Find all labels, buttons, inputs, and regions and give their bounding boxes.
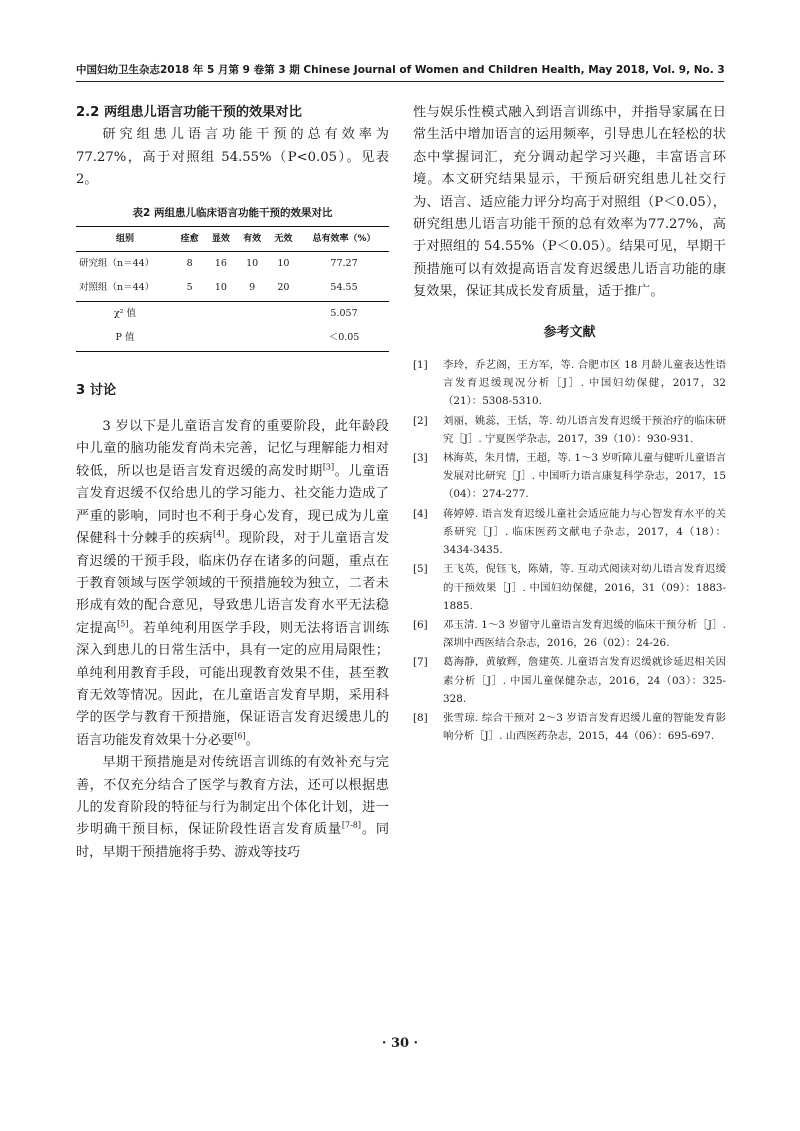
- header-rule: [76, 81, 724, 82]
- stat-value: ＜0.05: [299, 326, 389, 351]
- citation: [4]: [213, 529, 225, 539]
- section-2-2-title: 2.2 两组患儿语言功能干预的效果对比: [76, 105, 302, 120]
- table-header-cell: 组别: [76, 226, 174, 251]
- table-cell: 10: [246, 258, 259, 270]
- reference-item: [3] 林海英，朱月情，王超，等. 1～3 岁听障儿童与健听儿童语言发展对比研究［J］. 中国听力语言康复科学杂志，2017，15（04）：274-277.: [413, 452, 726, 501]
- table-header-cell: 总有效率（%）: [299, 226, 389, 251]
- stat-label: χ² 值: [76, 301, 174, 326]
- table-cell: 16: [214, 258, 227, 270]
- reference-item: [6] 邓玉清. 1～3 岁留守儿童语言发育迟缓的临床干预分析［J］. 深圳中西医结合杂志，2016，26（02）：24-26.: [413, 618, 726, 650]
- reference-item: [2] 刘丽，姚蕊，王恬，等. 幼儿语言发育迟缓干预治疗的临床研究［J］. 宁夏医学杂志，2017，39（10）：930-931.: [413, 414, 726, 445]
- table-cell-group: 对照组（n＝44）: [79, 282, 155, 294]
- right-column: [413, 102, 726, 746]
- reference-item: [4] 蒋婷婷. 语言发育迟缓儿童社会适应能力与心智发育水平的关系研究［J］. 临床医药文献电子杂志，2017，4（18）：3434-3435.: [413, 507, 726, 557]
- running-header: 中国妇幼卫生杂志2018 年 5 月第 9 卷第 3 期 Chinese Journal of Women and Children Health, May 2018, Vol. 9, No. 3: [76, 64, 725, 76]
- table-cell: 8: [186, 258, 193, 270]
- citation: [3]: [322, 462, 335, 472]
- table-cell: 10: [214, 282, 227, 294]
- citation: [5]: [117, 619, 129, 629]
- page-number: · 30 ·: [381, 1036, 419, 1051]
- discussion-paragraph-2: 早期干预措施是对传统语言训练的有效补充与完善，不仅充分结合了医学与教育方法，还可以根据患儿的发育阶段的特征与行为制定出个体化计划，进一步明确干预目标，保证阶段性语言发育质量[7-8]。同时，早期干预措施将手势、游戏等技巧: [76, 755, 390, 860]
- citation: [6]: [234, 731, 246, 741]
- table-row: [76, 276, 389, 301]
- table-stat-row: [76, 326, 389, 351]
- reference-item: [7] 葛海静，黄敏辉，詹建英. 儿童语言发育迟缓就诊延迟相关因素分析［J］. 中国儿童保健杂志，2016，24（03）：325-328.: [413, 656, 726, 705]
- table-cell: 9: [249, 282, 256, 294]
- discussion-paragraph-continued: 性与娱乐性模式融入到语言训练中，并指导家属在日常生活中增加语言的运用频率，引导患儿在轻松的状态中掌握词汇，充分调动起学习兴趣，丰富语言环境。本文研究结果显示，干预后研究组患儿社交行为、语言、适应能力评分均高于对照组（P＜0.05），研究组患儿语言功能干预的总有效率为77.27%，高于对照组的 54.55%（P＜0.05）。结果可见，早期干预措施可以有效提高语言发育迟缓患儿语言功能的康复效果，保证其成长发育质量，适于推广。: [413, 105, 726, 300]
- table-cell: 10: [277, 258, 290, 270]
- left-column: [76, 102, 389, 864]
- reference-item: [1] 李玲，乔艺阁，王方军，等. 合肥市区 18 月龄儿童表达性语言发育迟缓现况分析［J］. 中国妇幼保健，2017，32（21）：5308-5310.: [413, 359, 726, 408]
- reference-item: [5] 王飞英，倪钰飞，陈婧，等. 互动式阅读对幼儿语言发育迟缓的干预效果［J］. 中国妇幼保健，2016，31（09）：1883-1885.: [413, 563, 726, 612]
- table-cell: 5: [186, 282, 193, 294]
- references-title: 参考文献: [543, 324, 596, 340]
- table-row: [76, 252, 389, 277]
- stat-label: P 值: [76, 326, 174, 351]
- stat-value: 5.057: [299, 301, 389, 326]
- section-2-2-paragraph: 研究组患儿语言功能干预的总有效率为 77.27%，高于对照组 54.55%（P<0.05）。见表2。: [76, 127, 389, 188]
- references-list: [413, 356, 726, 745]
- reference-item: [8] 张雪琼. 综合干预对 2～3 岁语言发育迟缓儿童的智能发育影响分析［J］. 山西医药杂志，2015，44（06）：695-697.: [413, 711, 726, 743]
- table-cell: 54.55: [330, 282, 358, 294]
- table-header-cell: 显效: [205, 226, 236, 251]
- section-3-title: 3 讨论: [76, 382, 117, 398]
- table-header-cell: 无效: [268, 226, 299, 251]
- table-header-cell: 痊愈: [174, 226, 205, 251]
- table-header-row: [76, 226, 389, 251]
- results-table: [76, 226, 389, 352]
- discussion-paragraph-1: 3 岁以下是儿童语言发育的重要阶段，此年龄段中儿童的脑功能发育尚未完善，记忆与理解能力相对较低，所以也是语言发育迟缓的高发时期[3]。儿童语言发育迟缓不仅给患儿的学习能力、社交能力造成了严重的影响，同时也不利于身心发育，现已成为儿童保健科十分棘手的疾病[4]。现阶段，对于儿童语言发育迟缓的干预手段，临床仍存在诸多的问题，重点在于教育领域与医学领域的干预措施较为独立，二者未形成有效的配合意见，导致患儿语言发育水平无法稳定提高[5]。若单纯利用医学手段，则无法将语言训练深入到患儿的日常生活中，具有一定的应用局限性；单纯利用教育手段，可能出现教育效果不佳，甚至教育无效等情况。因此，在儿童语言发育早期，采用科学的医学与教育干预措施，保证语言发育迟缓患儿的语言功能发育效果十分必要[6]。: [76, 419, 390, 748]
- table-cell-group: 研究组（n＝44）: [79, 258, 155, 270]
- table-cell: 77.27: [330, 258, 358, 270]
- table-caption: 表2 两组患儿临床语言功能干预的效果对比: [132, 206, 333, 219]
- citation: [7-8]: [341, 820, 362, 830]
- table-cell: 20: [277, 282, 290, 294]
- table-stat-row: [76, 301, 389, 326]
- table-header-cell: 有效: [237, 226, 268, 251]
